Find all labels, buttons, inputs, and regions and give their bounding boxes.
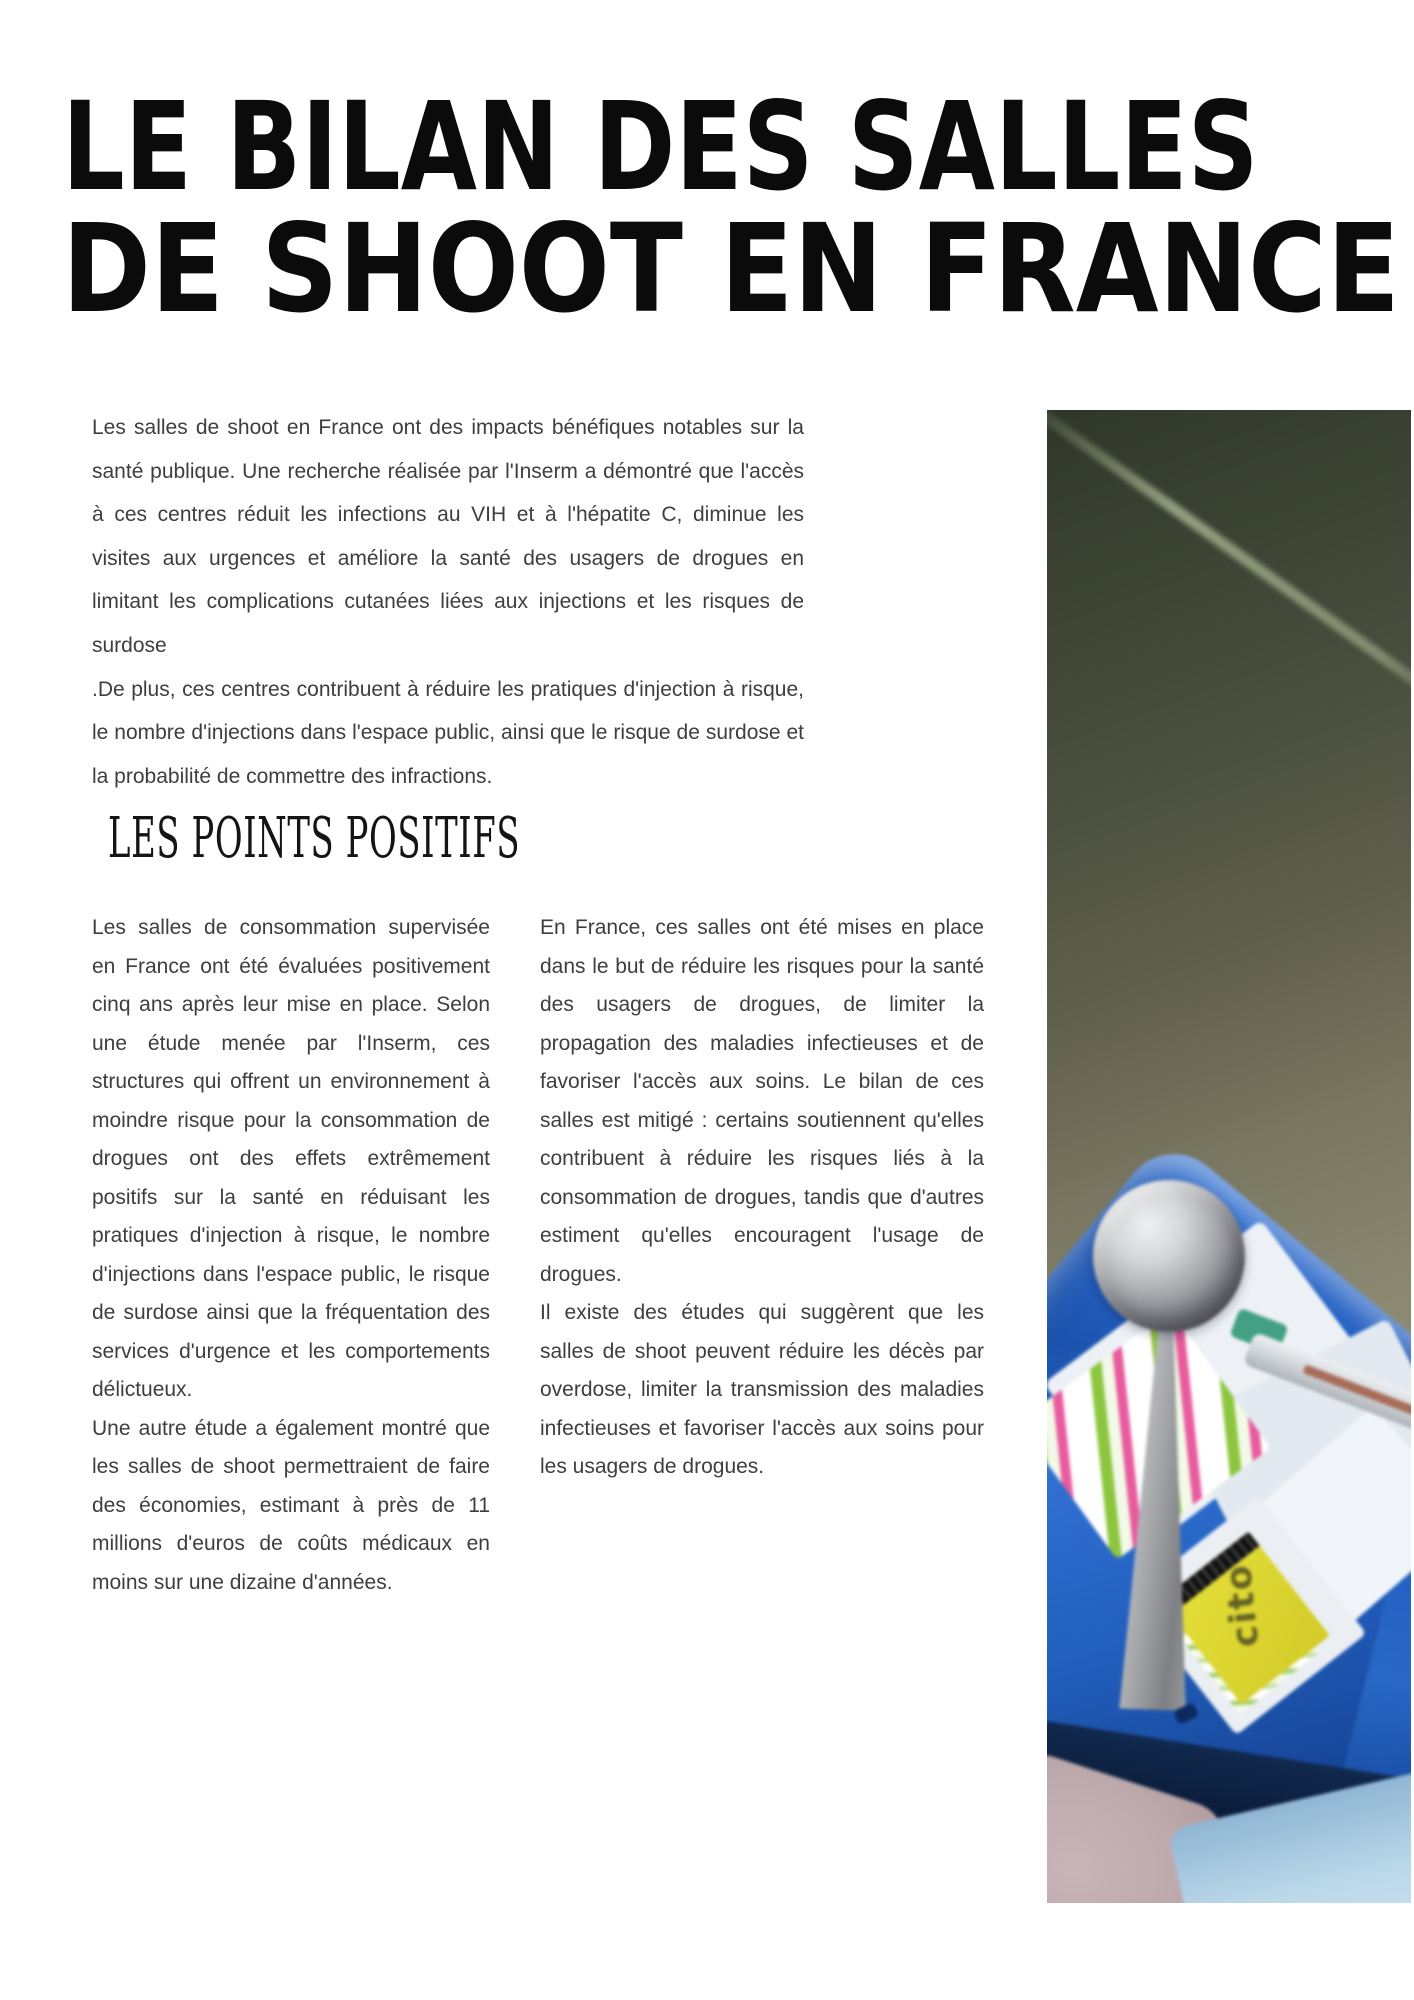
sticker-label: cito	[1217, 1561, 1268, 1650]
photo-scene	[1047, 410, 1411, 1903]
page-title-line1: LE BILAN DES SALLES	[62, 76, 1259, 218]
pipe-line	[1047, 410, 1411, 739]
intro-paragraph-1: Les salles de shoot en France ont des impacts bénéfiques notables sur la santé publique. Une recherche réalisée par l'Inserm a démontré que l'accès à ces centres réduit les infections au VIH et à l'hépatite C, diminue les visites aux urgences et améliore la santé des usagers de drogues en limitant les complications cutanées liées aux injections et les risques de surdose	[92, 416, 804, 657]
injection-kit-photo	[1047, 410, 1411, 1903]
spoon-bowl	[1093, 1180, 1245, 1332]
left-column-paragraph-2: Une autre étude a également montré que les salles de shoot permettraient de faire des économies, estimant à près de 11 millions d'euros de coûts médicaux en moins sur une dizaine d'années.	[92, 1416, 490, 1594]
column-right	[540, 909, 984, 1487]
right-column-paragraph-2: Il existe des études qui suggèrent que les salles de shoot peuvent réduire les décès par overdose, limiter la transmission des maladies infectieuses et favoriser l'accès aux soins pour les usagers de drogues.	[540, 1301, 984, 1478]
intro-text-block	[92, 406, 804, 798]
intro-paragraph-2: .De plus, ces centres contribuent à réduire les pratiques d'injection à risque, le nombre d'injections dans l'espace public, ainsi que le risque de surdose et la probabilité de commettre des infractions.	[92, 677, 804, 788]
section-heading-points-positifs: LES POINTS POSITIFS	[108, 806, 521, 871]
left-column-paragraph-1: Les salles de consommation supervisée en France ont été évaluées positivement cinq ans après leur mise en place. Selon une étude menée par l'Inserm, ces structures qui offrent un environnement à moindre risque pour la consommation de drogues ont des effets extrêmement positifs sur la santé en réduisant les pratiques d'injection à risque, le nombre d'injections dans l'espace public, le risque de surdose ainsi que la fréquentation des services d'urgence et les comportements délictueux.	[92, 916, 490, 1401]
right-column-paragraph-1: En France, ces salles ont été mises en place dans le but de réduire les risques pour la santé des usagers de drogues, de limiter la propagation des maladies infectieuses et de favoriser l'accès aux soins. Le bilan de ces salles est mitigé : certains soutiennent qu'elles contribuent à réduire les risques liés à la consommation de drogues, tandis que d'autres estiment qu'elles encouragent l'usage de drogues.	[540, 916, 984, 1286]
page-title-line2: DE SHOOT EN FRANCE	[62, 198, 1400, 340]
column-left	[92, 909, 490, 1602]
